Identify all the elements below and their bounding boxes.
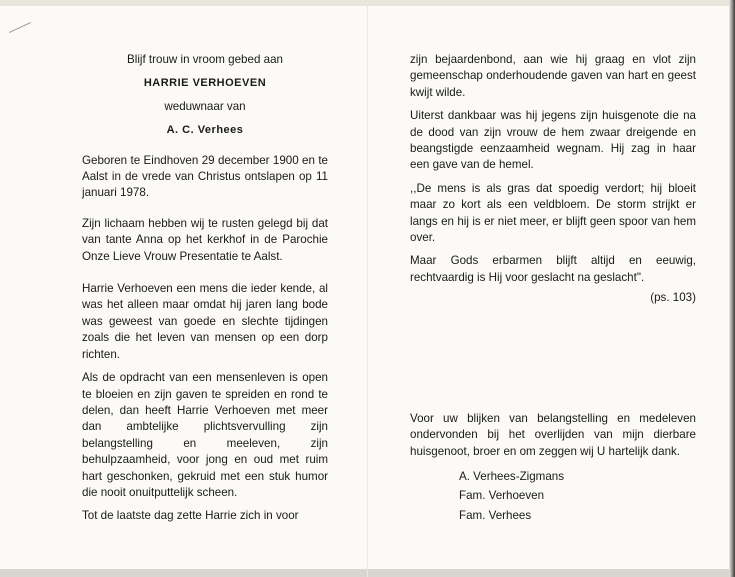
card-fold (367, 0, 368, 577)
birth-death-paragraph: Geboren te Eindhoven 29 december 1900 en te Aalst in de vrede van Christus ontslapen op 11 januari 1978. (82, 153, 328, 200)
signature-line: A. Verhees-Zigmans (459, 469, 565, 483)
spouse-name: A. C. Verhees (166, 124, 244, 137)
continuation-paragraph: zijn bejaardenbond, aan wie hij graag en vlot zijn gemeenschap onderhoudende gaven van hart en geest kwijt wilde. (410, 53, 696, 99)
psalm-reference: (ps. 103) (650, 291, 696, 305)
right-page (410, 52, 696, 524)
tribute-paragraph-2: Als de opdracht van een mensenleven is open te bloeien en zijn gaven te spreiden en rond te delen, dan heeft Harrie Verhoeven met meer dan ambtelijke plichtsvervulling zijn belangstelling en meeleven, zijn behulpzaamheid, voor jong en oud met ruim hart geschonken, gekruid met een stuk humor die nooit onuitputtelijk scheen. (82, 371, 328, 499)
signature-line: Fam. Verhoeven (459, 489, 545, 503)
tribute-paragraph-1: Harrie Verhoeven een mens die ieder kende, al was het alleen maar omdat hij jaren lang bode was geweest van goede en slechte tijdingen zoals die het leven van mensen op een dorp richten. (82, 282, 328, 361)
relation-line: weduwnaar van (164, 99, 246, 113)
deceased-name: HARRIE VERHOEVEN (143, 77, 267, 90)
burial-paragraph: Zijn lichaam hebben wij te rusten gelegd bij dat van tante Anna op het kerkhof in de Parochie Onze Lieve Vrouw Presentatie te Aalst. (82, 216, 328, 263)
tribute-paragraph-3: Tot de laatste dag zette Harrie zich in voor (82, 509, 299, 523)
pencil-mark (9, 22, 31, 33)
signature-line: Fam. Verhees (459, 508, 532, 522)
psalm-quote-2: Maar Gods erbarmen blijft altijd en eeuwig, rechtvaardig is Hij voor geslacht na geslacht". (410, 254, 696, 284)
left-page (82, 52, 328, 525)
psalm-quote-1: ,,De mens is als gras dat spoedig verdort; hij bloeit maar zo kort als een veldbloem. De storm strijkt er langs en hij is er niet meer, er blijft geen spoor van hem over. (410, 181, 696, 245)
scan-edge-right (729, 0, 735, 577)
intro-line: Blijf trouw in vroom gebed aan (127, 53, 283, 66)
thanks-paragraph: Voor uw blijken van belangstelling en medeleven ondervonden bij het overlijden van mijn dierbare huisgenoot, broer en om zeggen wij U hartelijk dank. (410, 411, 696, 458)
gratitude-paragraph: Uiterst dankbaar was hij jegens zijn huisgenote die na de dood van zijn vrouw de hem zwaar dreigende en beangstigde eenzaamheid wegnam. Hij zag in haar een gave van de hemel. (410, 109, 696, 172)
